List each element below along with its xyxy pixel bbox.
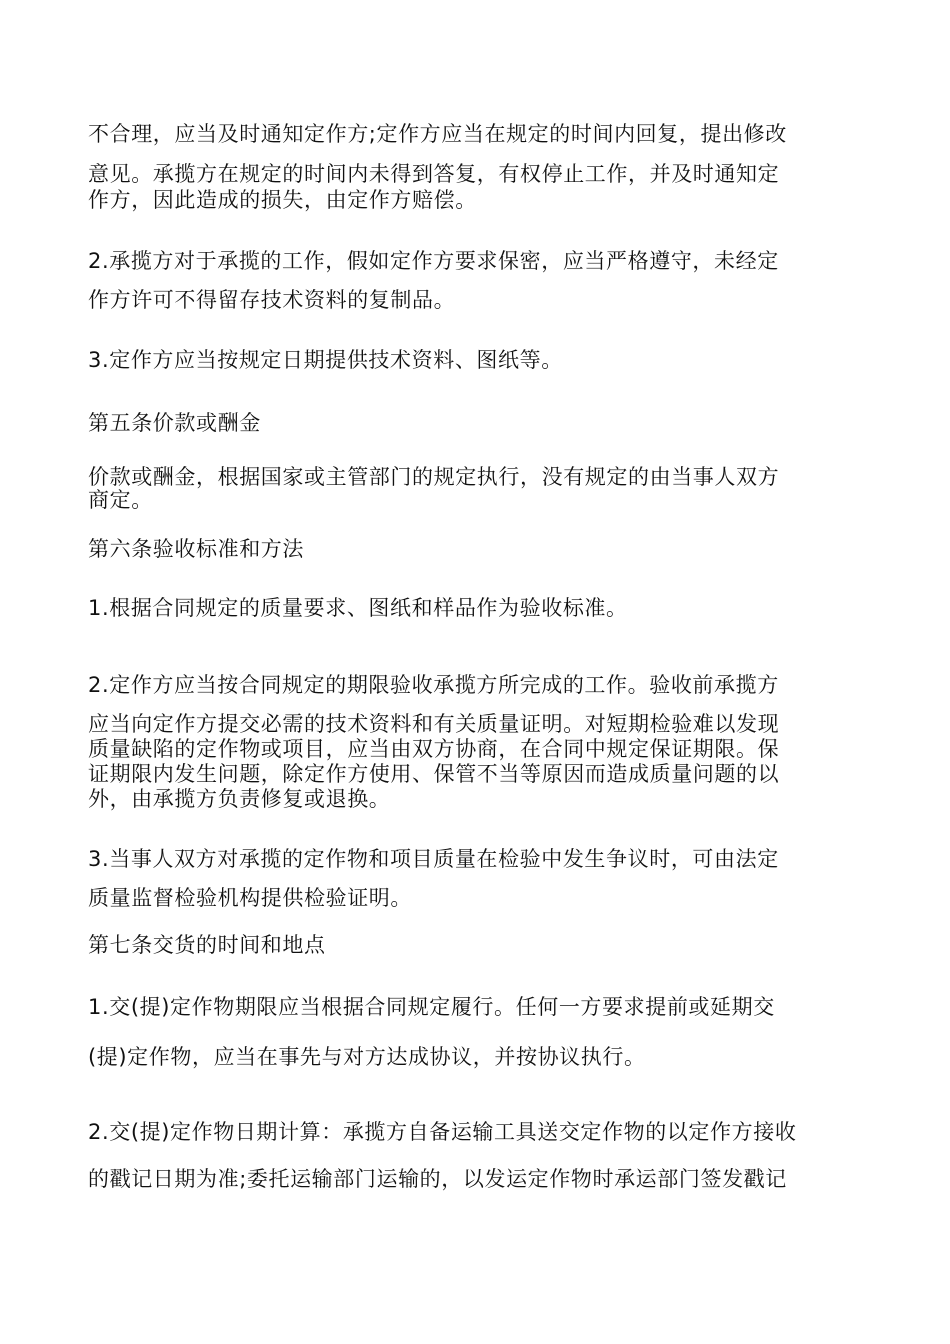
list-item: 2.定作方应当按合同规定的期限验收承揽方所完成的工作。验收前承揽方 [88,673,779,697]
section-heading: 第五条价款或酬金 [88,411,261,435]
text-line: 商定。 [88,488,153,512]
text-line: 价款或酬金，根据国家或主管部门的规定执行，没有规定的由当事人双方 [88,465,780,489]
section-heading: 第七条交货的时间和地点 [88,933,326,957]
section-heading: 第六条验收标准和方法 [88,537,304,561]
text-line: (提)定作物，应当在事先与对方达成协议，并按协议执行。 [88,1045,646,1069]
text-line: 证期限内发生问题，除定作方使用、保管不当等原因而造成质量问题的以 [88,762,780,786]
text-line: 作方许可不得留存技术资料的复制品。 [88,288,456,312]
list-item: 2.交(提)定作物日期计算：承揽方自备运输工具送交定作物的以定作方接收 [88,1120,797,1144]
list-item: 1.交(提)定作物期限应当根据合同规定履行。任何一方要求提前或延期交 [88,995,775,1019]
text-line: 不合理，应当及时通知定作方;定作方应当在规定的时间内回复，提出修改 [88,122,787,146]
text-line: 作方，因此造成的损失，由定作方赔偿。 [88,188,477,212]
list-item: 2.承揽方对于承揽的工作，假如定作方要求保密，应当严格遵守，未经定 [88,249,779,273]
text-line: 意见。承揽方在规定的时间内未得到答复，有权停止工作，并及时通知定 [88,162,780,186]
text-line: 外，由承揽方负责修复或退换。 [88,787,391,811]
text-line: 应当向定作方提交必需的技术资料和有关质量证明。对短期检验难以发现 [88,712,780,736]
text-line: 质量缺陷的定作物或项目，应当由双方协商，在合同中规定保证期限。保 [88,737,780,761]
text-line: 的戳记日期为准;委托运输部门运输的，以发运定作物时承运部门签发戳记 [88,1167,787,1191]
text-line: 质量监督检验机构提供检验证明。 [88,886,412,910]
list-item: 1.根据合同规定的质量要求、图纸和样品作为验收标准。 [88,596,628,620]
list-item: 3.定作方应当按规定日期提供技术资料、图纸等。 [88,348,563,372]
list-item: 3.当事人双方对承揽的定作物和项目质量在检验中发生争议时，可由法定 [88,847,779,871]
